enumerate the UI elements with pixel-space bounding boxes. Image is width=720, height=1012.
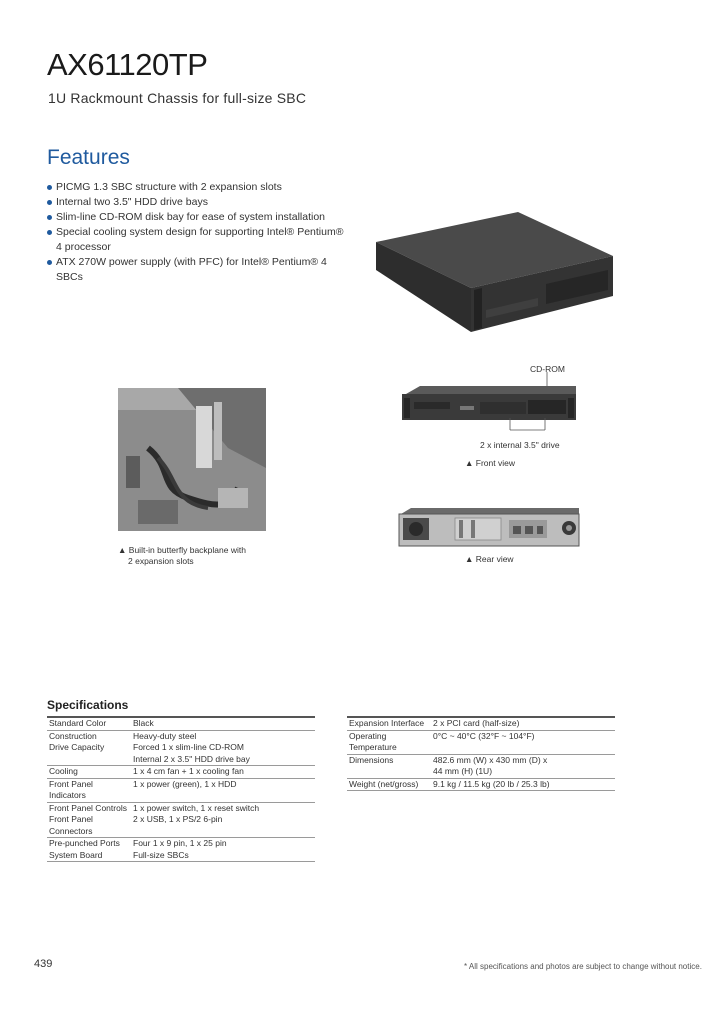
front-caption: ▲ Front view	[465, 458, 515, 468]
bullet-icon	[47, 200, 52, 205]
feature-item: Special cooling system design for supporting Intel® Pentium® 4 processor	[47, 225, 347, 255]
bullet-icon	[47, 215, 52, 220]
feature-item: Internal two 3.5" HDD drive bays	[47, 195, 347, 210]
spec-table-left	[47, 716, 315, 862]
feature-item: ATX 270W power supply (with PFC) for Intel® Pentium® 4 SBCs	[47, 255, 347, 285]
page-subtitle: 1U Rackmount Chassis for full-size SBC	[48, 90, 307, 106]
cdrom-callout: CD-ROM	[530, 364, 565, 374]
rear-view-image	[397, 508, 583, 548]
table-row: Front Panel Controls 1 x power switch, 1 x reset switch	[47, 802, 315, 814]
table-row: Weight (net/gross) 9.1 kg / 11.5 kg (20 lb / 25.3 lb)	[347, 778, 615, 791]
spec-table-right	[347, 716, 615, 791]
internal-photo	[118, 388, 266, 531]
chassis-main-image	[368, 212, 618, 334]
features-heading: Features	[47, 146, 130, 169]
page-number: 439	[34, 958, 53, 970]
rack-ear	[474, 288, 482, 330]
bullet-icon	[47, 230, 52, 235]
table-row: System Board Full-size SBCs	[47, 850, 315, 862]
bullet-icon	[47, 260, 52, 265]
features-list	[47, 180, 347, 285]
feature-item: PICMG 1.3 SBC structure with 2 expansion slots	[47, 180, 347, 195]
page-title: AX61120TP	[47, 47, 208, 82]
table-row: Construction Heavy-duty steel	[47, 730, 315, 742]
front-view-image	[400, 372, 580, 432]
table-row: Operating Temperature 0°C ~ 40°C (32°F ~ 104°F)	[347, 730, 615, 754]
feature-item: Slim-line CD-ROM disk bay for ease of system installation	[47, 210, 347, 225]
table-row: Cooling 1 x 4 cm fan + 1 x cooling fan	[47, 766, 315, 779]
table-row: Front Panel Connectors 2 x USB, 1 x PS/2 6-pin	[49, 814, 223, 836]
table-row: Pre-punched Ports Four 1 x 9 pin, 1 x 25 pin	[47, 838, 315, 850]
table-row: Drive Capacity Forced 1 x slim-line CD-ROM Internal 2 x 3.5" HDD drive bay	[49, 742, 250, 764]
rear-caption: ▲ Rear view	[465, 554, 514, 564]
footnote: * All specifications and photos are subject to change without notice.	[464, 962, 702, 971]
drive-callout: 2 x internal 3.5" drive	[480, 440, 560, 450]
table-row: Front Panel Indicators 1 x power (green), 1 x HDD	[47, 778, 315, 802]
table-row: Standard Color Black	[47, 717, 315, 730]
specifications-heading: Specifications	[47, 698, 129, 712]
table-row: Expansion Interface 2 x PCI card (half-size)	[347, 717, 615, 730]
bullet-icon	[47, 185, 52, 190]
table-row: Dimensions 482.6 mm (W) x 430 mm (D) x 44 mm (H) (1U)	[347, 754, 615, 778]
internal-caption: ▲ Built-in butterfly backplane with 2 expansion slots	[118, 545, 246, 566]
